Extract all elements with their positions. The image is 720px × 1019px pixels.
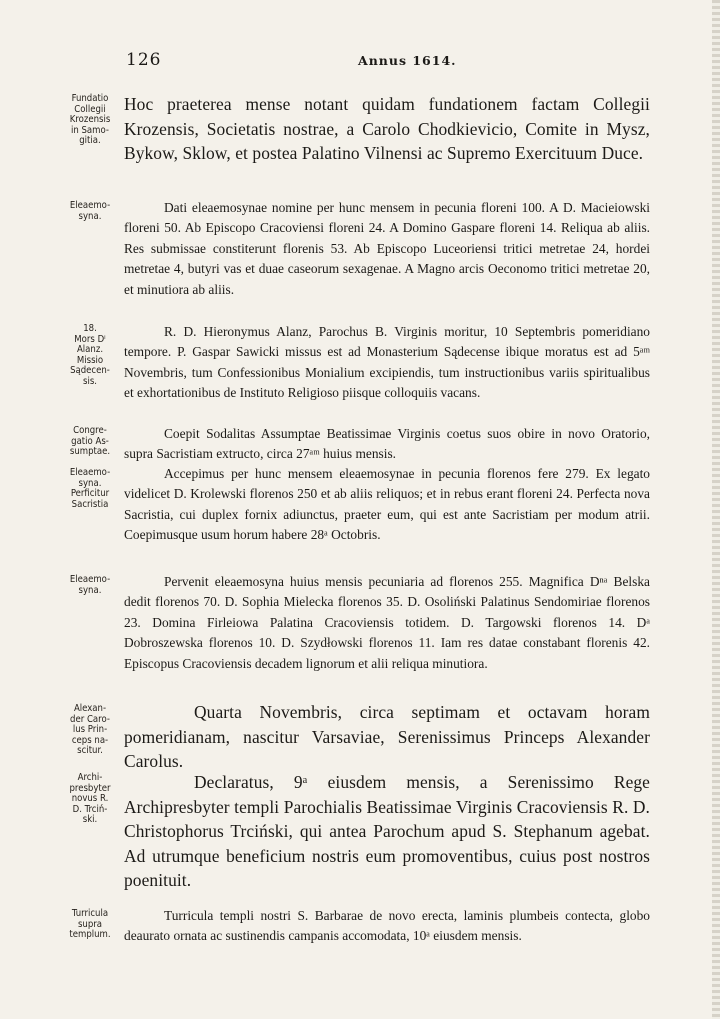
- page-header: [0, 50, 720, 72]
- margin-note-eleaemosyna-1: Eleaemo- syna.: [69, 200, 111, 222]
- paragraph-turricula: Turricula templi nostri S. Barbarae de novo erecta, laminis plumbeis contecta, globo deaurato ornata ac sustinendis campanis accomodata, 10ᵃ eiusdem mensis.: [124, 908, 650, 944]
- paragraph-congregatio: Coepit Sodalitas Assumptae Beatissimae Virginis coetus suos obire in novo Oratorio, supra Sacristiam extructo, circa 27ᵃᵐ huius mensis.: [124, 426, 650, 462]
- margin-note-turricula: Turricula supra templum.: [69, 908, 111, 940]
- margin-note-congregatio: Congre- gatio As- sumptae.: [69, 425, 111, 457]
- margin-note-alexander-carolus: Alexan- der Caro- lus Prin- ceps na- scitur.: [70, 703, 110, 756]
- margin-note-mors-alanz: 18. Mors Dⁱ Alanz. Missio Sądecen- sis.: [70, 323, 110, 387]
- margin-note-archipresbyter: Archi- presbyter novus R. D. Trciń- ski.: [69, 772, 111, 825]
- page-edge-shadow: [712, 0, 720, 1019]
- paragraph-fundatio: Hoc praeterea mense notant quidam fundationem factam Collegii Krozensis, Societatis nostrae, a Carolo Chodkievicio, Comite in Mysz, Bykow, Sklow, et postea Palatino Vilnensi ac Supremo Exercituum Duce.: [124, 94, 650, 163]
- paragraph-eleaemosyna-1: Dati eleaemosynae nomine per hunc mensem in pecunia floreni 100. A D. Macieiowski floreni 50. Ab Episcopo Cracoviensi floreni 24. A Domino Gaspare floreni 14. Reliqua ab aliis. Res submissae constiterunt florenis 53. Ab Episcopo Luceoriensi tritici metretae 24, hordei metretae 4, butyri vas et duae caseorum sexagenae. A Magno arcis Oeconomo tritici metretae 20, et minutiora ab aliis.: [124, 200, 650, 297]
- paragraph-alexander-carolus: Quarta Novembris, circa septimam et octavam horam pomeridianam, nascitur Varsaviae, Serenissimus Princeps Alexander Carolus.: [124, 702, 650, 771]
- paragraph-sacristia: Accepimus per hunc mensem eleaemosynae in pecunia florenos fere 279. Ex legato videlicet D. Krolewski florenos 250 et ab aliis reliquos; et in rebus erant floreni 24. Perfecta nova Sacristia, cui duplex fornix adiunctus, praeter eum, qui est ante Sacristiam per modum atrii. Coepimusque usum horum habere 28ᵃ Octobris.: [124, 466, 650, 543]
- page-number: 126: [126, 50, 162, 70]
- running-head: Annus 1614.: [358, 53, 457, 68]
- paragraph-mors-alanz: R. D. Hieronymus Alanz, Parochus B. Virginis moritur, 10 Septembris pomeridiano tempore. P. Gaspar Sawicki missus est ad Monasterium Sądecense ibique moratus est ad 5ᵃᵐ Novembris, tum Confessionibus Monialium excipiendis, tum instructionibus variis spiritualibus et exhortationibus de Instituto Religioso piisque colloquiis vacans.: [124, 324, 650, 401]
- margin-note-fundatio: Fundatio Collegii Krozensis in Samo- gitia.: [69, 93, 111, 146]
- margin-note-eleaemosyna-2: Eleaemo- syna.: [69, 574, 111, 596]
- paragraph-archipresbyter: Declaratus, 9ᵃ eiusdem mensis, a Serenissimo Rege Archipresbyter templi Parochialis Beatissimae Virginis Cracoviensis R. D. Christophorus Trciński, qui antea Parochum apud S. Stephanum agebat. Ad utrumque beneficium nostris eum promoventibus, cuius post nostros poenituit.: [124, 772, 650, 890]
- margin-note-sacristia: Eleaemo- syna. Perficitur Sacristia: [69, 467, 111, 510]
- paragraph-eleaemosyna-2: Pervenit eleaemosyna huius mensis pecuniaria ad florenos 255. Magnifica Dⁿᵃ Belska dedit florenos 70. D. Sophia Mielecka florenos 35. D. Osoliński Palatinus Sendomiriae florenos 23. Domina Firleiowa Palatina Cracoviensis totidem. D. Targowski florenos 14. Dᵃ Dobroszewska florenos 10. D. Szydłowski florenos 11. Iam res datae constabant florenis 42. Episcopus Cracoviensis decadem lignorum et alii reliqua minutiora.: [124, 574, 650, 671]
